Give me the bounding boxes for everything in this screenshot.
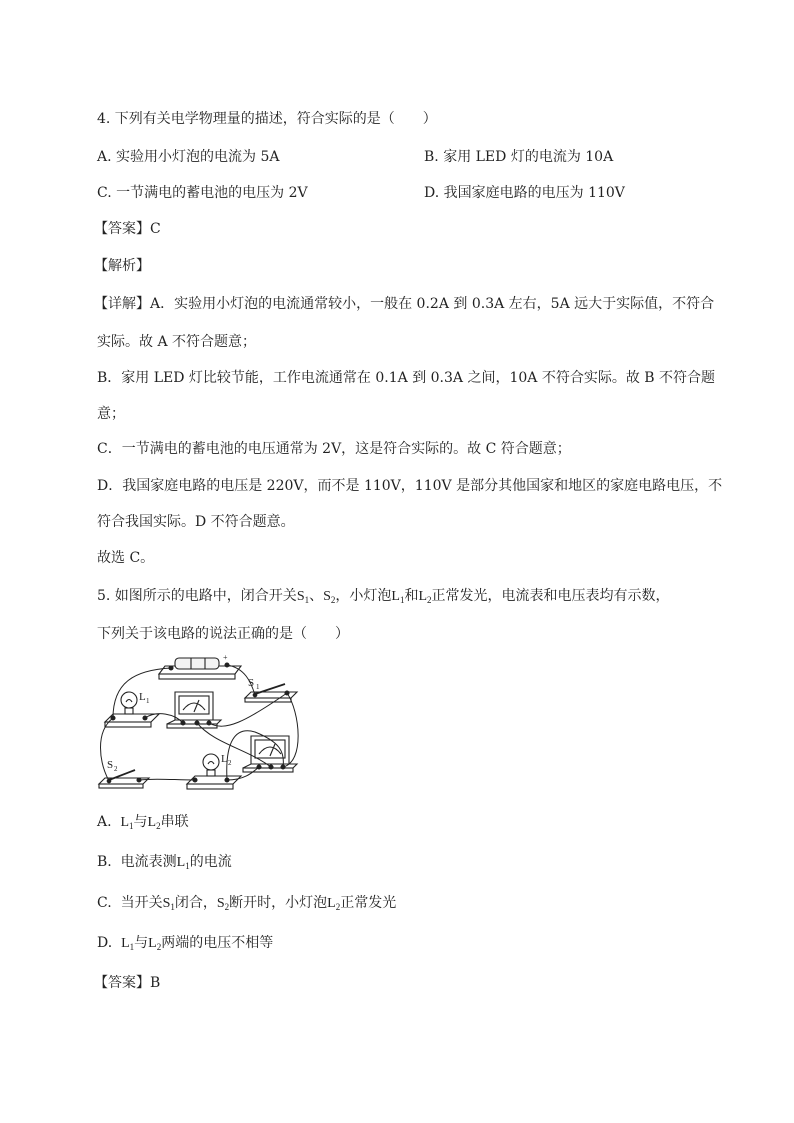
- figure-label-s1: S: [248, 677, 255, 689]
- q5-option-b-tail: 的电流: [189, 854, 232, 870]
- q5-option-a-tail: 串联: [160, 814, 189, 830]
- battery-plus-sign: +: [223, 653, 228, 662]
- q5-option-d-l2-sub: 2: [156, 942, 162, 952]
- q4-detail-line-4: 意；: [97, 406, 125, 422]
- figure-label-s1-sub: 1: [256, 683, 260, 691]
- figure-label-l2-sub: 2: [228, 759, 232, 767]
- switch-s2-subscript: 2: [330, 595, 336, 605]
- q5-option-d: [97, 933, 273, 957]
- q5-option-c: [97, 893, 396, 917]
- switch-s1-subscript: 1: [304, 595, 310, 605]
- q5-option-c-l2-sub: 2: [335, 902, 341, 912]
- figure-label-l2: L: [221, 753, 228, 765]
- figure-label-s2: S: [107, 759, 114, 771]
- lamp-l1-symbol: L: [391, 589, 400, 604]
- q4-answer: 【答案】C: [94, 221, 161, 237]
- q5-stem-line-1: [97, 586, 670, 610]
- q5-option-a: [97, 812, 189, 836]
- q5-stem-part-3: 正常发光，电流表和电压表均有示数，: [431, 588, 670, 604]
- q4-detail-line-5: C．一节满电的蓄电池的电压通常为 2V，这是符合实际的。故 C 符合题意；: [97, 441, 571, 457]
- circuit-diagram: [95, 652, 305, 792]
- q5-stem-and: 和: [404, 588, 419, 604]
- figure-label-l1-sub: 1: [146, 697, 150, 705]
- q5-stem-part-2: ，小灯泡: [335, 588, 392, 604]
- q4-detail-line-6: D．我国家庭电路的电压是 220V，而不是 110V，110V 是部分其他国家和地区的家庭电路电压，不: [97, 478, 723, 494]
- q5-stem-part-1: 5. 如图所示的电路中，闭合开关: [97, 588, 297, 604]
- q5-option-c-p1: 当开关: [120, 895, 163, 911]
- q5-answer: 【答案】B: [94, 975, 161, 991]
- q4-detail-line-2: 实际。故 A 不符合题意；: [97, 334, 257, 350]
- q5-option-c-l2: L: [327, 896, 336, 911]
- ammeter: [167, 692, 221, 728]
- figure-label-l1: L: [139, 691, 146, 703]
- switch-s2: [99, 770, 149, 788]
- switch-s1-symbol: S: [296, 589, 305, 604]
- q5-option-a-label: A.: [97, 814, 112, 830]
- q4-analysis-title: 【解析】: [94, 258, 150, 274]
- q5-option-b-label: B.: [97, 854, 112, 870]
- q5-option-c-p4: 正常发光: [340, 895, 397, 911]
- battery-holder: [159, 658, 241, 679]
- q5-option-d-l2: L: [148, 936, 157, 951]
- q5-option-d-l1-sub: 1: [129, 942, 135, 952]
- q5-option-c-s1-sub: 1: [170, 902, 175, 912]
- figure-label-s2-sub: 2: [114, 765, 118, 773]
- q4-detail-line-1: 【详解】A．实验用小灯泡的电流通常较小，一般在 0.2A 到 0.3A 左右，5A 远大于实际值，不符合: [94, 296, 715, 312]
- q5-option-c-s1: S: [162, 896, 171, 911]
- q5-option-c-s2-sub: 2: [224, 902, 230, 912]
- q5-stem-separator: 、: [309, 588, 324, 604]
- q5-option-b-text: 电流表测: [120, 854, 177, 870]
- q5-option-c-label: C.: [97, 895, 112, 911]
- lamp-l2-symbol: L: [418, 589, 428, 604]
- q5-option-a-l2: L: [147, 815, 157, 830]
- q4-option-a: A. 实验用小灯泡的电流为 5A: [97, 149, 280, 165]
- q5-option-a-l1-sub: 1: [129, 821, 134, 831]
- q4-option-d: D. 我国家庭电路的电压为 110V: [424, 185, 625, 201]
- q4-detail-line-7: 符合我国实际。D 不符合题意。: [97, 514, 295, 530]
- q4-detail-line-3: B．家用 LED 灯比较节能，工作电流通常在 0.1A 到 0.3A 之间，10A 不符合实际。故 B 不符合题: [97, 370, 716, 386]
- q4-conclusion: 故选 C。: [97, 550, 155, 566]
- switch-s2-symbol: S: [323, 589, 331, 604]
- q5-option-a-mid: 与: [133, 814, 148, 830]
- q5-option-d-tail: 两端的电压不相等: [161, 935, 274, 951]
- q4-option-c: C. 一节满电的蓄电池的电压为 2V: [97, 185, 308, 201]
- lamp-l2: [187, 754, 241, 789]
- q5-option-d-label: D.: [97, 935, 113, 951]
- q5-option-a-l2-sub: 2: [156, 821, 161, 831]
- q5-stem-line-2: 下列关于该电路的说法正确的是（ ）: [97, 626, 349, 642]
- q5-option-c-s2: S: [216, 896, 225, 911]
- q4-option-b: B. 家用 LED 灯的电流为 10A: [424, 149, 614, 165]
- q5-option-d-l1: L: [121, 936, 130, 951]
- q5-option-b: [97, 852, 232, 876]
- q5-option-c-p2: 闭合，: [174, 895, 217, 911]
- q4-stem: 4. 下列有关电学物理量的描述，符合实际的是（ ）: [97, 111, 437, 127]
- lamp-l1-subscript: 1: [399, 595, 405, 605]
- q5-option-d-mid: 与: [134, 935, 149, 951]
- q5-option-b-l1-sub: 1: [185, 861, 190, 871]
- q5-option-b-l1: L: [176, 855, 186, 870]
- lamp-l2-subscript: 2: [427, 595, 432, 605]
- q5-option-c-p3: 断开时，小灯泡: [229, 895, 328, 911]
- q5-option-a-l1: L: [120, 815, 130, 830]
